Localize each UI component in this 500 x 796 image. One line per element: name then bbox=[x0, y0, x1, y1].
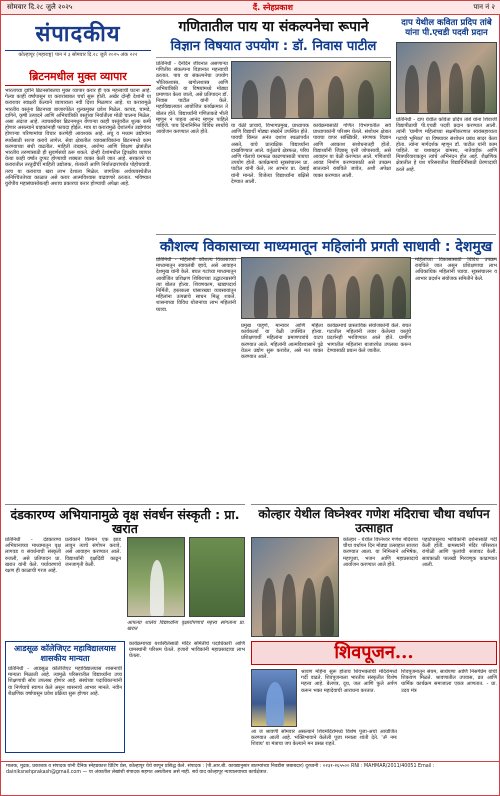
college-headline: आडसूळ कॉलेजिएट महाविद्यालयास शासकीय मान्यता bbox=[14, 644, 116, 663]
temple-story-photo bbox=[251, 537, 339, 637]
main-story-col1: प्रतिनिधी - दैनंदिन जीवनात असणाऱ्या गणितीय संकल्पना विज्ञानात महत्त्वाची ठरतात. पाय या संकल्पनेचा उपयोग भौतिकशास्त्र, खगोलशास्त्र आणि अभियांत्रिकी या विषयांमध्ये मोठ्या प्रमाणात केला जातो, असे प्रतिपादन डॉ. निवास पाटील यांनी केले. महाविद्यालयात आयोजित कार्यक्रमात ते बोलत होते. विद्यार्थ्यांनी गणिताकडे भीती म्हणून न पाहता आनंद म्हणून पाहिले पाहिजे. पाय दिनानिमित्त विविध स्पर्धांचे आयोजन करण्यात आले होते. bbox=[156, 61, 228, 136]
skill-story-col2: प्रमुख पाहुणे, मान्यवर आणि महिला कार्यकर्त्या या वेळी उपस्थित होत्या. प्रशिक्षणार्थी महिलांना प्रमाणपत्रांचे वाटप करण्यात आले. महिलांनी आत्मविश्वासाने पुढे येऊन उद्योग सुरू करावेत, असे मत व्यक्त करण्यात आले. bbox=[241, 323, 323, 361]
imprint-footer: मालक, मुद्रक, प्रकाशक व संपादक यांनी दैनिक स्नेहप्रकाश प्रिंटिंग प्रेस, कोल्हापूर येथे छापून प्रसिद्ध केले. संपादक : (पी.आर.बी. कायद्यानुसार बातम्यांच्या निवडीस जबाबदार) दूरध्वनी : ०२३१-२६५५०० RNI : MAHMAR/2011/40051 Email : dainiksnehprakash@gmail.com — या अंकातील लेखांशी संपादक सहमत असतीलच असे नाही. सर्व वाद कोल्हापूर न्यायालयाच्या कार्यक्षेत्रात. bbox=[1, 761, 500, 796]
editorial-column bbox=[5, 71, 151, 505]
shiva-image bbox=[251, 669, 297, 727]
skill-story-headline: कौशल्य विकासाच्या माध्यमातून महिलांनी प्रगती साधावी : देशमुख bbox=[156, 234, 496, 259]
main-story-col3: कार्यक्रमासाठी गणित विभागातील सर्व प्राध्यापकांनी परिश्रम घेतले. संशोधन क्षेत्रात पायचा वापर सांख्यिकी, संगणक विज्ञान आणि अवकाश संशोधनातही होतो. विद्यार्थ्यांनी जिज्ञासू वृत्ती जोपासावी, असे आवाहन या वेळी करण्यात आले. गणिताची आवड निर्माण करण्यासाठी असे उपक्रम सातत्याने राबविले जावेत, अशी अपेक्षा व्यक्त करण्यात आली. bbox=[313, 123, 391, 179]
editorial-body: भारताच्या दृष्टीने ब्रिटनसोबतचा मुक्त व्यापार करार ही एक महत्त्वाची घटना आहे. गेल्या काही वर्षांपासून या कराराबाबत चर्चा सुरू होती. अखेर दोन्ही देशांनी या करारावर स्वाक्षरी केल्याने व्यापाराला नवी दिशा मिळणार आहे. या करारामुळे भारतीय वस्तूंना ब्रिटनच्या बाजारपेठेत शुल्कमुक्त प्रवेश मिळेल. कापड, चामडे, दागिने, कृषी उत्पादने आणि अभियांत्रिकी वस्तूंच्या निर्यातीला मोठी चालना मिळेल, असा अंदाज आहे. त्याचबरोबर ब्रिटनमधून येणाऱ्या काही वस्तूंवरील शुल्क कमी होणार असल्याने ग्राहकांनाही फायदा होईल. मात्र या करारामुळे देशांतर्गत उद्योगांवर होणाऱ्या परिणामांचा विचार करणेही आवश्यक आहे. लघु व मध्यम उद्योगांना स्पर्धेसाठी सज्ज करावे लागेल. सेवा क्षेत्रातील व्यावसायिकांना ब्रिटनमध्ये काम करण्याच्या संधी वाढतील. माहिती तंत्रज्ञान, आरोग्य आणि शिक्षण क्षेत्रांतील भारतीय तरुणांसाठी ही सुवर्णसंधी ठरू शकते. दोन्ही देशांमधील द्विपक्षीय व्यापार येत्या काही वर्षांत दुप्पट होण्याची शक्यता व्यक्त केली जात आहे. सरकारने या करारातील तरतुदींची माहिती उद्योजक, शेतकरी आणि निर्यातदारांपर्यंत पोहोचवावी. तरच या कराराचा खरा लाभ देशाला मिळेल. जागतिक अर्थव्यवस्थेतील अनिश्चिततेच्या काळात असे करार आत्मविश्वास वाढवणारे ठरतात. भविष्यात युरोपीय महासंघासोबतही अशाच प्रकारचा करार होण्याची अपेक्षा आहे. bbox=[5, 88, 151, 188]
top-strip bbox=[1, 1, 500, 15]
right-story-photo bbox=[396, 42, 497, 114]
main-headline-line1: गणितातील पाय या संकल्पनेचा रूपाने bbox=[178, 19, 369, 35]
temple-story-col1: कोल्हार - येथील विघ्नेश्वर गणेश मंदिराचा चौथा वर्धापन दिन मोठ्या उत्साहात साजरा करण्यात आला. या निमित्ताने अभिषेक, महापूजा, भजन आणि महाप्रसादाचे आयोजन करण्यात आले होते. bbox=[343, 537, 418, 568]
shivpujan-col1: श्रावण महिना सुरू होताच शिवभक्तांची मंदिरांमध्ये गर्दी वाढते. शिवपूजनाला भारतीय संस्कृतीत विशेष महत्त्व आहे. बेलपत्र, दूध, जल आणि फुले अर्पण करून भक्त महादेवाची आराधना करतात. bbox=[301, 669, 397, 694]
temple-story-headline: कोल्हार येथील विघ्नेश्वर गणेश मंदिराचा चौथा वर्धापन उत्साहात bbox=[251, 504, 497, 535]
shivpujan-col2: आ ज श्रावणी सोमवार असल्याने शिवमंदिरांमध्ये विशेष पूजा-अर्चा आयोजित करण्यात आली आहे. भक्तिभावाने केलेली पूजा मनाला शांती देते. 'ॐ नमः शिवाय' या मंत्राचा जप केल्याने मन प्रसन्न राहते. bbox=[251, 729, 397, 748]
skill-story-photo bbox=[241, 257, 411, 319]
tree-story-caption: आपल्या शालेय विद्यार्थ्यांना वृक्षारोपणाचे महत्त्व सांगताना प्रा. खरात bbox=[127, 620, 245, 633]
college-body: प्रतिनिधी - आडसूळ कॉलेजिएट महाविद्यालयास शासनाची मान्यता मिळाली आहे. त्यामुळे परिसरातील विद्यार्थ्यांना उच्च शिक्षणाची सोय उपलब्ध होणार आहे. संस्थेच्या पदाधिकाऱ्यांनी या निर्णयाचे स्वागत केले असून शासनाचे आभार मानले. नवीन शैक्षणिक वर्षापासून प्रवेश प्रक्रिया सुरू होणार आहे. bbox=[8, 666, 122, 697]
main-story-col2: या वेळी प्राचार्य, विभागप्रमुख, प्राध्यापक आणि विद्यार्थी मोठ्या संख्येने उपस्थित होते. पायची किंमत अनंत दशांश स्थळांपर्यंत असते, याचे प्रात्यक्षिक विद्यार्थ्यांना दाखविण्यात आले. वर्तुळाचे क्षेत्रफळ, परिघ आणि गोलाचे घनफळ काढण्यासाठी पायचा उपयोग होतो. कार्यक्रमाचे सूत्रसंचालन प्रा. पाटील यांनी केले, तर आभार प्रा. देसाई यांनी मानले. विजेत्या विद्यार्थ्यांना बक्षिसे देण्यात आली. bbox=[231, 123, 309, 185]
tree-story-photo-2 bbox=[189, 537, 245, 617]
editorial-title: संपादकीय bbox=[35, 21, 121, 47]
editorial-subline: कोल्हापूर (महाराष्ट्र) पान नं ३ सोमवार दि.२८ जुलै २०२५ अंक २२२ bbox=[5, 50, 151, 58]
tree-story-col1: प्रतिनिधी - दंडकारण्य अभियानाच्या माध्यमातून वृक्ष लागवड व संवर्धनाची संस्कृती रुजली, असे प्रतिपादन प्रा. खरात यांनी केले. पर्यावरणाचे रक्षण ही काळाची गरज आहे. bbox=[5, 537, 61, 575]
college-recognition-box bbox=[5, 641, 125, 753]
editorial-headline: ब्रिटनमधील मुक्त व्यापार bbox=[5, 71, 151, 86]
brand-name: दैं. स्नेहप्रकाश bbox=[252, 3, 293, 12]
shivpujan-banner: शिवपूजन... bbox=[251, 641, 497, 665]
editorial-masthead bbox=[5, 18, 151, 68]
skill-story-col1: प्रतिनिधी - महिलांनी कौशल्य विकासाच्या माध्यमातून स्वावलंबी व्हावे, असे आवाहन देशमुख यांनी केले. बचत गटांच्या माध्यमातून आयोजित प्रशिक्षण शिबिराच्या उद्घाटनप्रसंगी त्या बोलत होत्या. शिवणकाम, खाद्यपदार्थ निर्मिती, हस्तकला यांसारख्या व्यवसायांतून महिलांना उत्पन्नाचे साधन मिळू शकते. शासनाच्या विविध योजनांचा लाभ महिलांनी घ्यावा. bbox=[156, 257, 236, 313]
tree-story-headline: दंडकारण्य अभियानामुळे वृक्ष संवर्धन संस्कृती : प्रा. खरात bbox=[5, 504, 245, 536]
right-news-column bbox=[396, 18, 497, 235]
issue-date: सोमवार दि.२८ जुलै २०२५ bbox=[7, 3, 73, 11]
tree-story-col2: प्रत्येकाने किमान एक झाड लावून त्याचे संगोपन करावे, असे आवाहन करण्यात आले. विद्यार्थ्यांनी वृक्षदिंडी काढून जनजागृती केली. bbox=[65, 537, 121, 568]
tree-story-photo-1 bbox=[127, 537, 185, 617]
main-headline-line2: विज्ञान विषयात उपयोग : डॉ. निवास पाटील bbox=[156, 39, 391, 58]
skill-story-col3: कार्यक्रमाचे प्रास्ताविक संयोजकांनी केले. बचत गटातील महिलांनी तयार केलेल्या वस्तूंचे प्रदर्शनही भरविण्यात आले होते. ग्रामीण भागातील महिलांना बाजारपेठ उपलब्ध करून देण्यासाठी प्रयत्न केले जातील. bbox=[327, 323, 411, 354]
temple-story-col3: कार्यक्रमाच्या यशस्वितेसाठी मंदिर समितीचे पदाधिकारी आणि ग्रामस्थांनी परिश्रम घेतले. हजारो भाविकांनी महाप्रसादाचा लाभ घेतला. bbox=[129, 641, 245, 660]
main-story-photo bbox=[231, 61, 391, 119]
temple-story-col2: पहाटेपासूनच भाविकांनी दर्शनासाठी गर्दी केली होती. ग्रामस्थांनी मंदिर परिसरात रांगोळी आणि फुलांची सजावट केली. सायंकाळी पालखी मिरवणूक काढण्यात आली. bbox=[422, 537, 497, 568]
right-headline: दाप येथील कविता प्रदिप तांबे यांना पी.एचडी पदवी प्रदान bbox=[401, 18, 492, 38]
page-number: पान नं २ bbox=[473, 3, 495, 11]
right-story-body: प्रतिनिधी - दाप येथील कविता प्रदिप तांबे यांना शिवाजी विद्यापीठाची पी.एचडी पदवी प्रदान करण्यात आली. त्यांनी 'ग्रामीण महिलांच्या सक्षमीकरणात स्वयंसहाय्यता गटांची भूमिका' या विषयावर संशोधन प्रबंध सादर केला होता. त्यांना मार्गदर्शक म्हणून डॉ. पाटील यांनी काम पाहिले. या यशाबद्दल ग्रामस्थ, नातेवाईक आणि मित्रपरिवाराकडून त्यांचे अभिनंदन होत आहे. शैक्षणिक क्षेत्रातील हे यश परिसरातील विद्यार्थिनींसाठी प्रेरणादायी ठरले आहे. bbox=[396, 117, 497, 173]
skill-story-col4: महिलांच्या विकासासाठी विविध उपक्रम राबविले जात असून प्रशिक्षणाचा लाभ अधिकाधिक महिलांनी घ्यावा. सूत्रसंचालन व आभार प्रदर्शन संयोजक समितीने केले. bbox=[415, 257, 497, 282]
shivpujan-col3: शिवपूजनातून संयम, साधेपणा आणि निसर्गप्रेम यांची शिकवण मिळते. श्रावणातील उपवास, व्रत आणि धार्मिक कार्यक्रम समाजाला एकत्र आणतात. - प्रा. उदय मंत्र bbox=[401, 669, 497, 694]
